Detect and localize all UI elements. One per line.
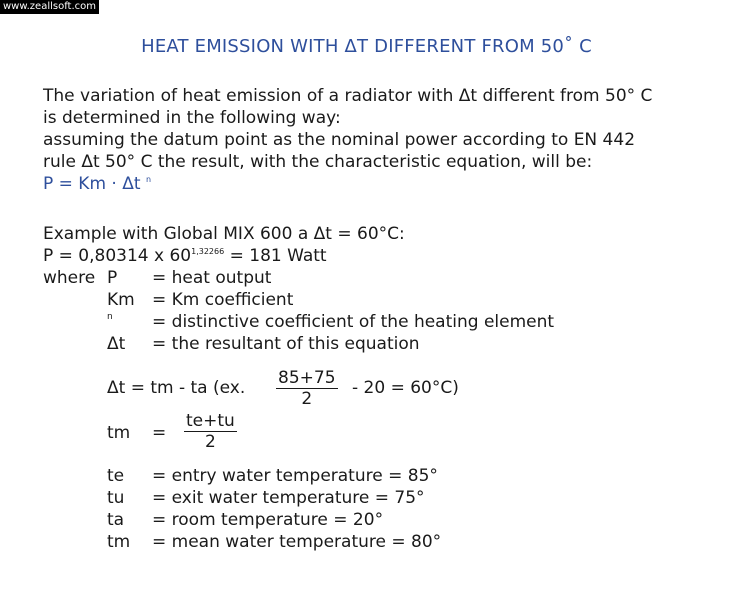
formula-exponent: n [145, 175, 152, 184]
definition-text: = distinctive coefficient of the heating element [152, 312, 555, 332]
temperature-text: = entry water temperature = 85° [152, 466, 438, 486]
definition-text: = Km coefficient [152, 290, 294, 310]
temperature-symbol: ta [107, 510, 125, 530]
dt-fraction-denominator: 2 [301, 389, 313, 409]
dt-equation-suffix: - 20 = 60°C) [352, 378, 459, 398]
intro-line-2: is determined in the following way: [43, 108, 341, 128]
calc-prefix: P = 0,80314 x 60 [43, 246, 192, 266]
calc-exponent: 1,32266 [191, 247, 225, 256]
dt-equation-prefix: Δt = tm - ta (ex. [107, 378, 246, 398]
definition-symbol: Km [107, 290, 135, 310]
intro-line-1: The variation of heat emission of a radiator with Δt different from 50° C [43, 86, 653, 106]
example-calculation [43, 245, 327, 267]
watermark-label: www.zeallsoft.com [0, 0, 99, 14]
tm-equation-equals: = [152, 423, 167, 443]
temperature-text: = mean water temperature = 80° [152, 532, 442, 552]
dt-fraction [276, 368, 338, 409]
dt-fraction-numerator: 85+75 [278, 368, 336, 388]
temperature-symbol: tm [107, 532, 131, 552]
intro-line-3: assuming the datum point as the nominal power according to EN 442 [43, 130, 636, 150]
definition-symbol: Δt [107, 334, 126, 354]
tm-fraction [184, 411, 237, 452]
formula-main: P = Km · Δt [43, 174, 141, 194]
tm-equation-label: tm [107, 423, 131, 443]
intro-line-4: rule Δt 50° C the result, with the characteristic equation, will be: [43, 152, 593, 172]
definition-text: = heat output [152, 268, 272, 288]
definition-text: = the resultant of this equation [152, 334, 420, 354]
calc-result: = 181 Watt [224, 246, 327, 266]
definition-symbol: P [107, 268, 118, 288]
temperature-text: = exit water temperature = 75° [152, 488, 425, 508]
characteristic-formula [43, 173, 151, 195]
tm-fraction-numerator: te+tu [186, 411, 235, 431]
temperature-symbol: tu [107, 488, 125, 508]
tm-fraction-denominator: 2 [204, 432, 216, 452]
example-heading: Example with Global MIX 600 a Δt = 60°C: [43, 224, 405, 244]
definition-symbol: n [107, 312, 113, 322]
temperature-text: = room temperature = 20° [152, 510, 384, 530]
where-label: where [43, 268, 96, 288]
page-title: HEAT EMISSION WITH ΔT DIFFERENT FROM 50˚ C [141, 36, 592, 57]
temperature-symbol: te [107, 466, 125, 486]
